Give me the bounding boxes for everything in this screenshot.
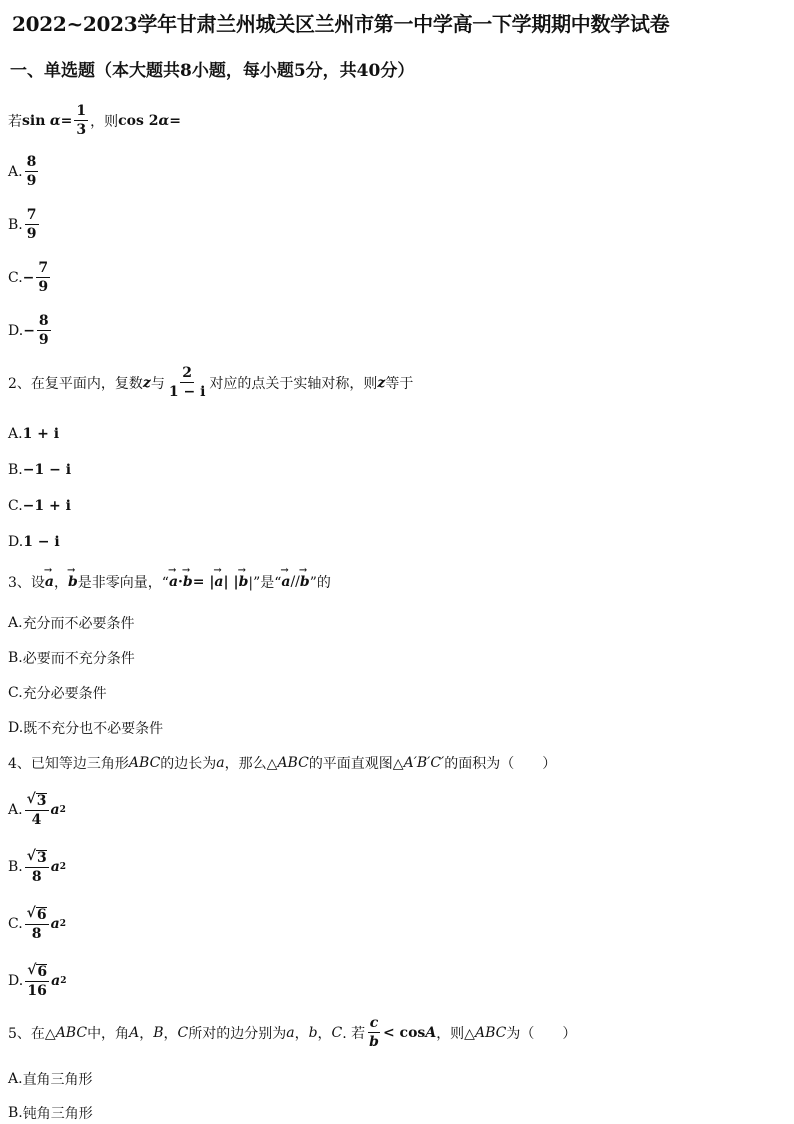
question-3-option-d[interactable]: D. 既不充分也不必要条件: [8, 720, 164, 737]
vector-a: → a: [45, 574, 54, 590]
question-4-stem: 4、已知等边三角形 ABC 的边长为 a ，那么△ ABC 的平面直观图△ A′B′C′ 的面积为（ ）: [8, 755, 557, 772]
fraction: $\frac{1}{3}$: [76, 103, 87, 138]
question-1-option-a[interactable]: A. $\frac{8}{9}$: [8, 154, 37, 189]
question-5-option-a[interactable]: A. 直角三角形: [8, 1071, 93, 1088]
question-4-option-a[interactable]: A. √ 3 4 a 2: [8, 791, 66, 828]
exam-title: 2022~2023学年甘肃兰州城关区兰州市第一中学高一下学期期中数学试卷: [12, 12, 670, 36]
question-1-option-d[interactable]: D. − $\frac{8}{9}$: [8, 313, 49, 348]
question-4-option-b[interactable]: B. √ 3 8 a 2: [8, 848, 67, 885]
section-heading: 一、单选题（本大题共8小题，每小题5分，共40分）: [10, 61, 415, 81]
question-3-option-b[interactable]: B. 必要而不充分条件: [8, 650, 135, 667]
question-1-stem: 若 sin α = $\frac{1}{3}$ ，则 cos 2 α =: [8, 103, 181, 138]
vector-b: → b: [68, 574, 78, 590]
question-1-option-c[interactable]: C. − $\frac{7}{9}$: [8, 260, 49, 295]
question-5-stem: 5、在△ ABC 中，角 A ， B ， C 所对的边分别为 a ， b ， C . 若 $\frac{c}{b}$ < cos A ，则△ ABC 为（ ）: [8, 1015, 577, 1050]
question-3-option-a[interactable]: A. 充分而不必要条件: [8, 615, 135, 632]
question-3-stem: 3、设 → a ， → b 是非零向量，“ → a · → b = | → a | | → b |”是“ → a // → b ”的: [8, 572, 331, 592]
question-3-option-c[interactable]: C. 充分必要条件: [8, 685, 107, 702]
question-5-option-b[interactable]: B. 钝角三角形: [8, 1105, 93, 1122]
question-2-stem: 2、在复平面内，复数 z 与 $\frac{2}{1 - i}$ 对应的点关于实轴对称，则 z 等于: [8, 365, 414, 400]
question-2-option-d[interactable]: D. 1 − i: [8, 534, 60, 550]
question-2-option-a[interactable]: A. 1 + i: [8, 426, 60, 442]
question-1-option-b[interactable]: B. $\frac{7}{9}$: [8, 207, 37, 242]
question-4-option-c[interactable]: C. √ 6 8 a 2: [8, 905, 66, 942]
question-2-option-b[interactable]: B. −1 − i: [8, 462, 72, 478]
question-4-option-d[interactable]: D. √ 6 16 a 2: [8, 962, 67, 999]
question-2-option-c[interactable]: C. −1 + i: [8, 498, 71, 514]
